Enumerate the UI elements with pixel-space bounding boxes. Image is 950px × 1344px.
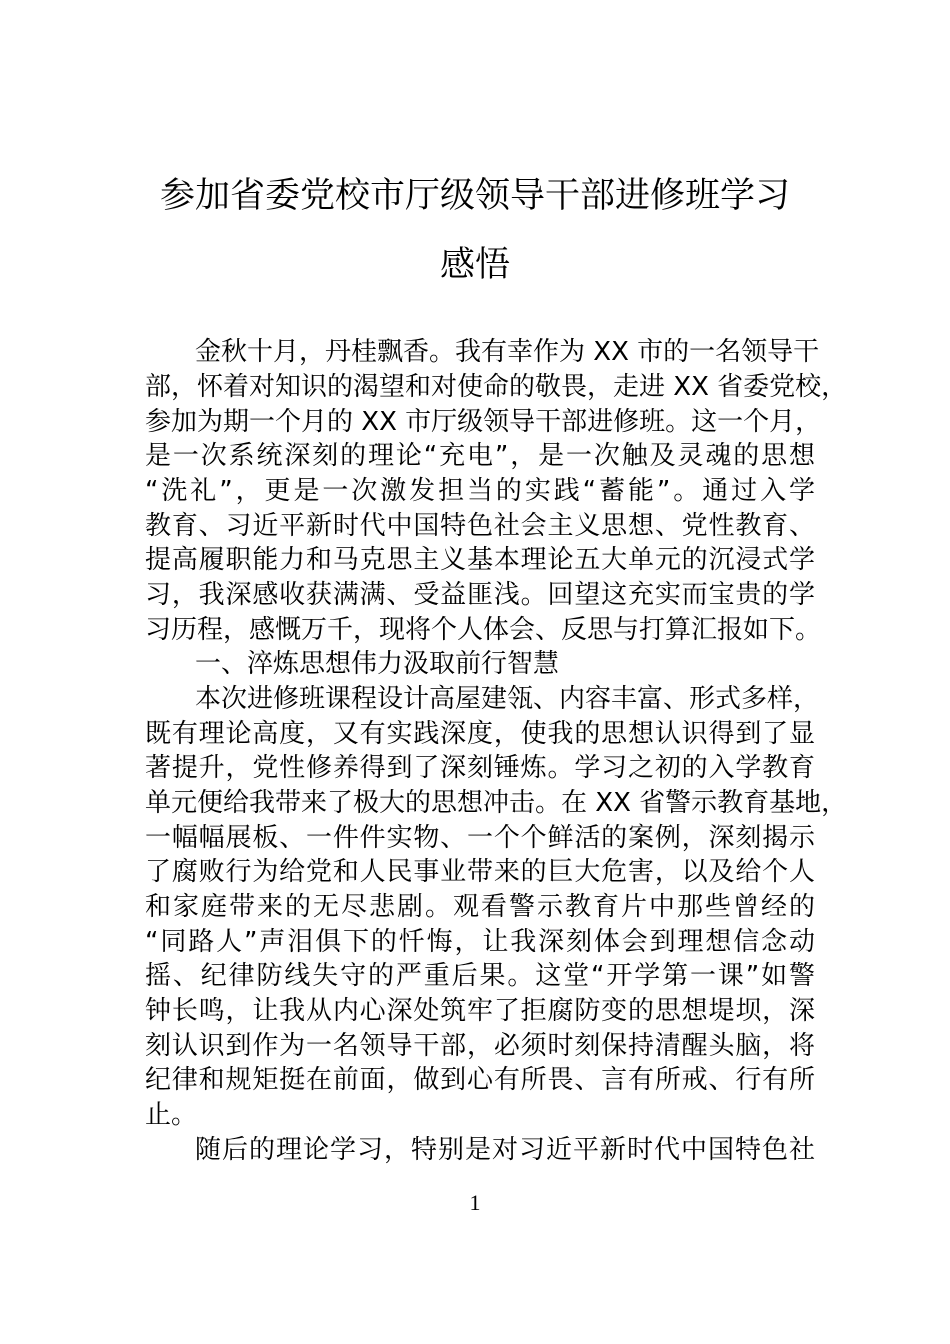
body-text-line: 本次进修班课程设计高屋建瓴、内容丰富、形式多样， — [195, 684, 820, 714]
body-text-line: 参加为期一个月的 XX 市厅级领导干部进修班。这一个月， — [145, 407, 822, 437]
document-title-line-2: 感悟 — [439, 245, 510, 285]
body-text-line: 钟长鸣，让我从内心深处筑牢了拒腐防变的思想堤坝，深 — [145, 996, 815, 1026]
body-text-line: 教育、习近平新时代中国特色社会主义思想、党性教育、 — [145, 511, 815, 541]
body-text-line: 既有理论高度，又有实践深度，使我的思想认识得到了显 — [145, 719, 815, 749]
body-text-line: 随后的理论学习，特别是对习近平新时代中国特色社 — [195, 1135, 815, 1165]
body-text-line: 刻认识到作为一名领导干部，必须时刻保持清醒头脑，将 — [145, 1031, 815, 1061]
body-text-line: “洗礼”，更是一次激发担当的实践“蓄能”。通过入学 — [145, 476, 815, 506]
body-text-line: 习历程，感慨万千，现将个人体会、反思与打算汇报如下。 — [145, 615, 822, 645]
body-text-line: 和家庭带来的无尽悲剧。观看警示教育片中那些曾经的 — [145, 892, 815, 922]
page-number: 1 — [469, 1190, 481, 1215]
section-heading: 一、淬炼思想伟力汲取前行智慧 — [195, 649, 560, 679]
body-text-line: 提高履职能力和马克思主义基本理论五大单元的沉浸式学 — [145, 545, 815, 575]
body-text-line: 习，我深感收获满满、受益匪浅。回望这充实而宝贵的学 — [145, 580, 815, 610]
body-text-line: 金秋十月，丹桂飘香。我有幸作为 XX 市的一名领导干 — [195, 337, 820, 367]
body-text-line: 纪律和规矩挺在前面，做到心有所畏、言有所戒、行有所 — [145, 1065, 815, 1095]
body-text-line: 了腐败行为给党和人民事业带来的巨大危害，以及给个人 — [145, 857, 815, 887]
body-text-line: “同路人”声泪俱下的忏悔，让我深刻体会到理想信念动 — [145, 927, 815, 957]
body-text-line: 部，怀着对知识的渴望和对使命的敬畏，走进 XX 省委党校， — [145, 372, 848, 402]
body-text-line: 一幅幅展板、一件件实物、一个个鲜活的案例，深刻揭示 — [145, 823, 815, 853]
body-text-line: 摇、纪律防线失守的严重后果。这堂“开学第一课”如警 — [145, 961, 815, 991]
document-title-line-1: 参加省委党校市厅级领导干部进修班学习 — [159, 176, 790, 216]
body-text-line: 单元便给我带来了极大的思想冲击。在 XX 省警示教育基地， — [145, 788, 848, 818]
body-text-line: 著提升，党性修养得到了深刻锤炼。学习之初的入学教育 — [145, 753, 815, 783]
body-text-line: 是一次系统深刻的理论“充电”，是一次触及灵魂的思想 — [145, 441, 815, 471]
body-text-line: 止。 — [145, 1100, 198, 1130]
